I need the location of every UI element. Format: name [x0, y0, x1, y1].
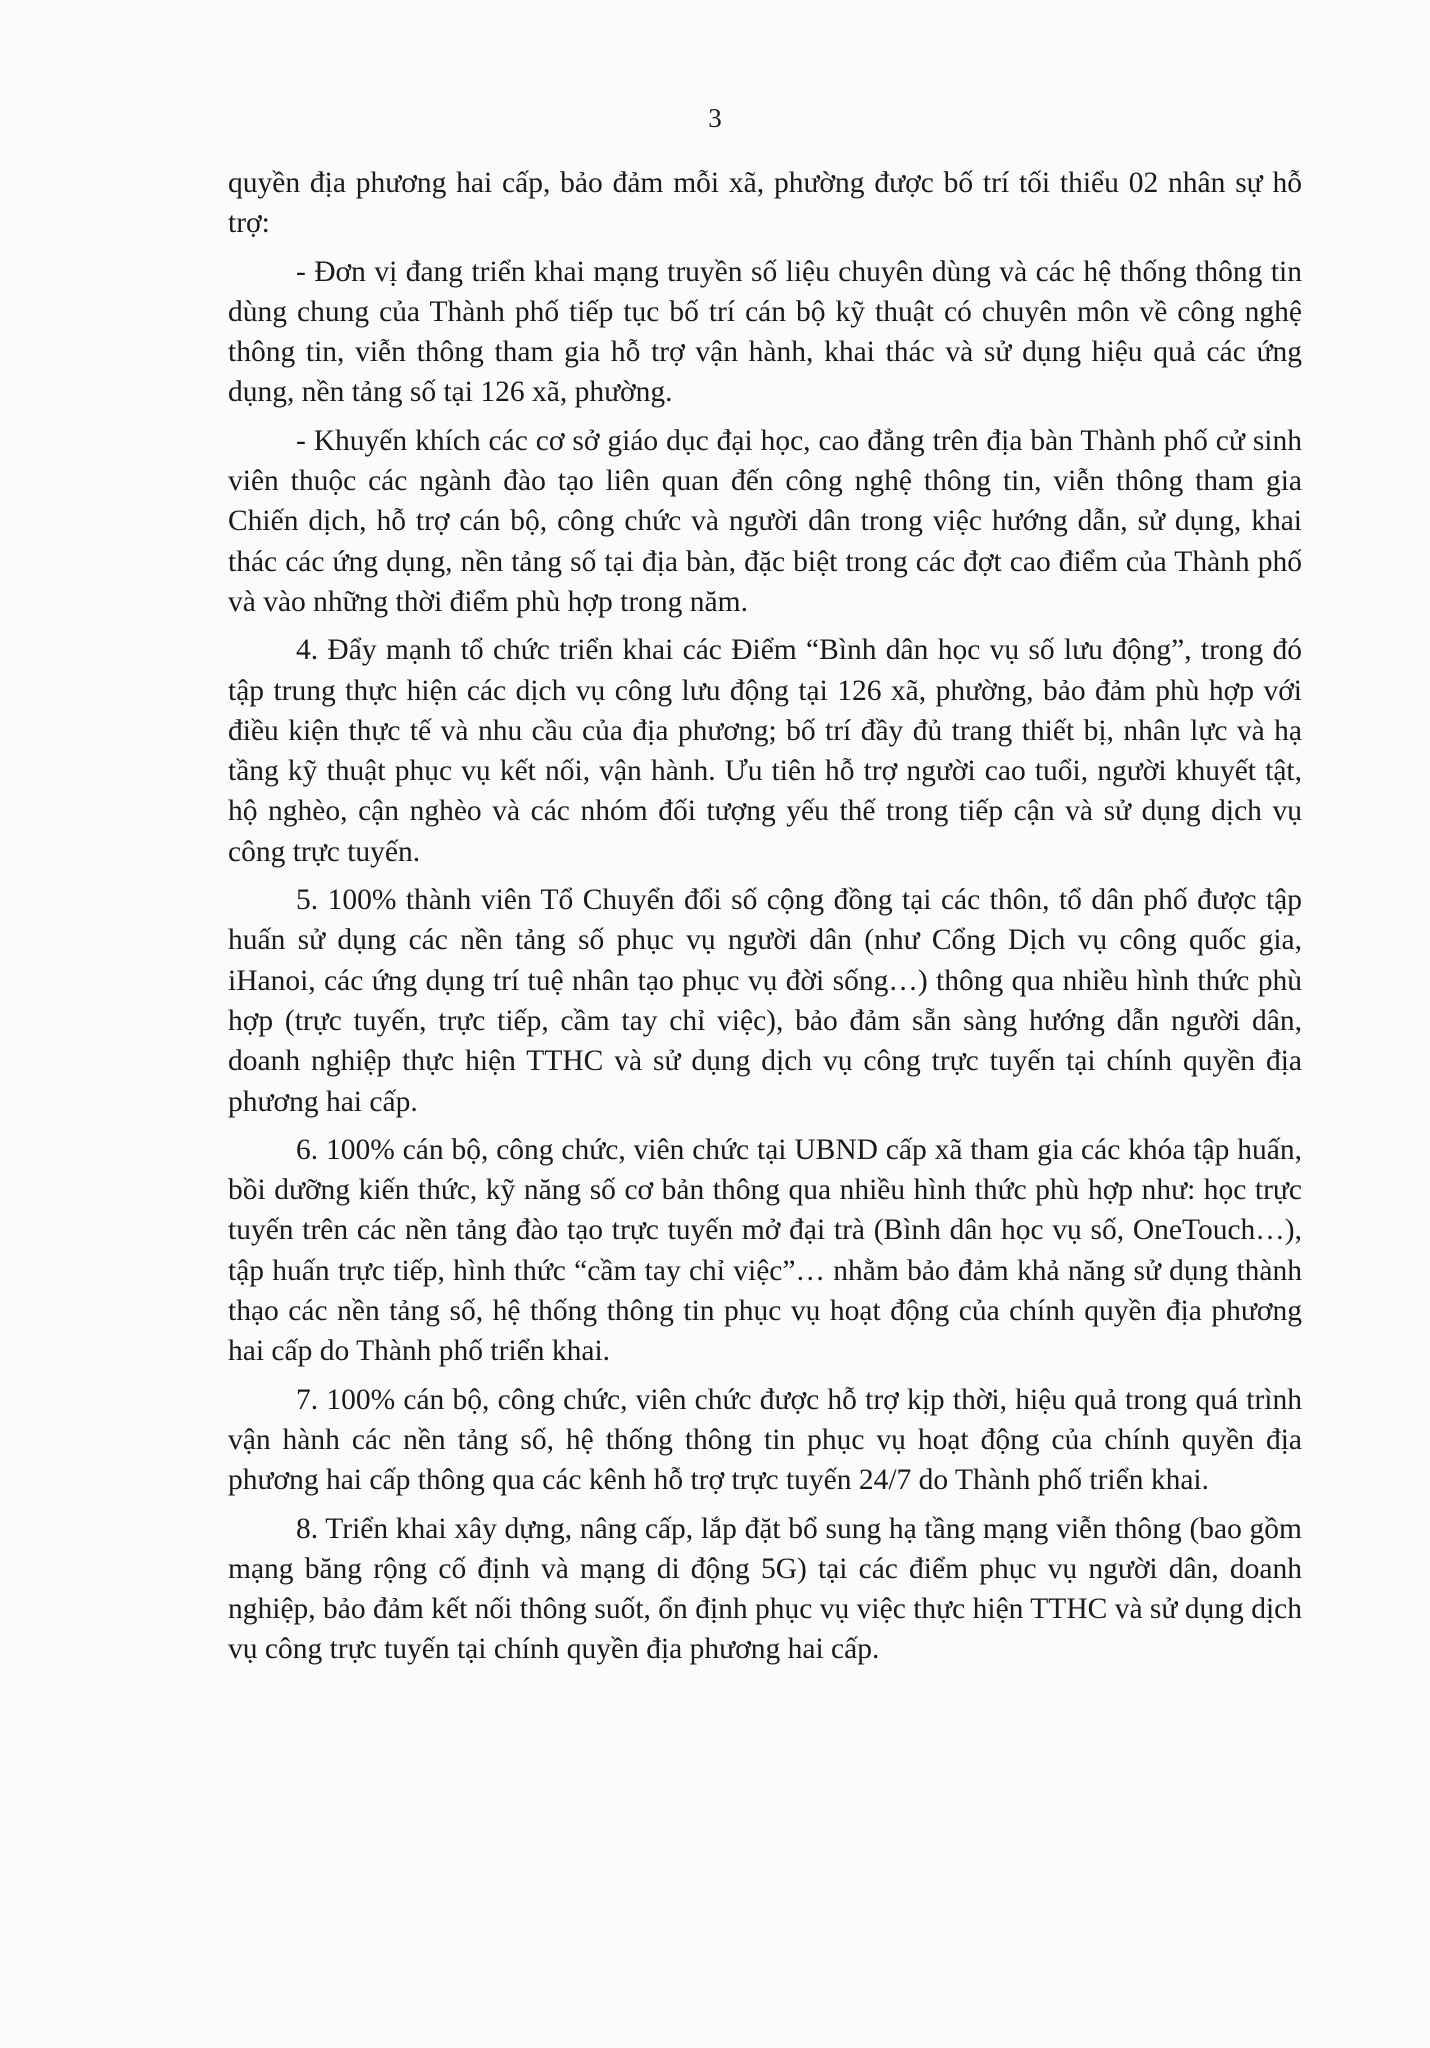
paragraph-item-8: 8. Triển khai xây dựng, nâng cấp, lắp đặt bổ sung hạ tầng mạng viễn thông (bao gồm mạng băng rộng cố định và mạng di động 5G) tại các điểm phục vụ người dân, doanh nghiệp, bảo đảm kết nối thông suốt, ổn định phục vụ việc thực hiện TTHC và sử dụng dịch vụ công trực tuyến tại chính quyền địa phương hai cấp. — [228, 1512, 1302, 1666]
paragraph-item-6: 6. 100% cán bộ, công chức, viên chức tại UBND cấp xã tham gia các khóa tập huấn, bồi dưỡng kiến thức, kỹ năng số cơ bản thông qua nhiều hình thức phù hợp như: học trực tuyến trên các nền tảng đào tạo trực tuyến mở đại trà (Bình dân học vụ số, OneTouch…), tập huấn trực tiếp, hình thức “cầm tay chỉ việc”… nhằm bảo đảm khả năng sử dụng thành thạo các nền tảng số, hệ thống thông tin phục vụ hoạt động của chính quyền địa phương hai cấp do Thành phố triển khai. — [228, 1133, 1302, 1368]
page-number: 3 — [708, 103, 722, 133]
paragraph-item-7: 7. 100% cán bộ, công chức, viên chức được hỗ trợ kịp thời, hiệu quả trong quá trình vận hành các nền tảng số, hệ thống thông tin phục vụ hoạt động của chính quyền địa phương hai cấp thông qua các kênh hỗ trợ trực tuyến 24/7 do Thành phố triển khai. — [228, 1383, 1302, 1497]
paragraph-item-5: 5. 100% thành viên Tổ Chuyển đổi số cộng đồng tại các thôn, tổ dân phố được tập huấn sử dụng các nền tảng số phục vụ người dân (như Cổng Dịch vụ công quốc gia, iHanoi, các ứng dụng trí tuệ nhân tạo phục vụ đời sống…) thông qua nhiều hình thức phù hợp (trực tuyến, trực tiếp, cầm tay chỉ việc), bảo đảm sẵn sàng hướng dẫn người dân, doanh nghiệp thực hiện TTHC và sử dụng dịch vụ công trực tuyến tại chính quyền địa phương hai cấp. — [228, 884, 1302, 1118]
paragraph-bullet-2: - Khuyến khích các cơ sở giáo dục đại học, cao đẳng trên địa bàn Thành phố cử sinh viên thuộc các ngành đào tạo liên quan đến công nghệ thông tin, viễn thông tham gia Chiến dịch, hỗ trợ cán bộ, công chức và người dân trong việc hướng dẫn, sử dụng, khai thác các ứng dụng, nền tảng số tại địa bàn, đặc biệt trong các đợt cao điểm của Thành phố và vào những thời điểm phù hợp trong năm. — [228, 424, 1302, 618]
paragraph-bullet-1: - Đơn vị đang triển khai mạng truyền số liệu chuyên dùng và các hệ thống thông tin dùng chung của Thành phố tiếp tục bố trí cán bộ kỹ thuật có chuyên môn về công nghệ thông tin, viễn thông tham gia hỗ trợ vận hành, khai thác và sử dụng hiệu quả các ứng dụng, nền tảng số tại 126 xã, phường. — [228, 255, 1302, 409]
paragraph-continuation: quyền địa phương hai cấp, bảo đảm mỗi xã, phường được bố trí tối thiểu 02 nhân sự hỗ trợ: — [228, 167, 1302, 240]
document-body — [228, 163, 1302, 1678]
paragraph-item-4: 4. Đẩy mạnh tổ chức triển khai các Điểm “Bình dân học vụ số lưu động”, trong đó tập trung thực hiện các dịch vụ công lưu động tại 126 xã, phường, bảo đảm phù hợp với điều kiện thực tế và nhu cầu của địa phương; bố trí đầy đủ trang thiết bị, nhân lực và hạ tầng kỹ thuật phục vụ kết nối, vận hành. Ưu tiên hỗ trợ người cao tuổi, người khuyết tật, hộ nghèo, cận nghèo và các nhóm đối tượng yếu thế trong tiếp cận và sử dụng dịch vụ công trực tuyến. — [228, 634, 1302, 868]
